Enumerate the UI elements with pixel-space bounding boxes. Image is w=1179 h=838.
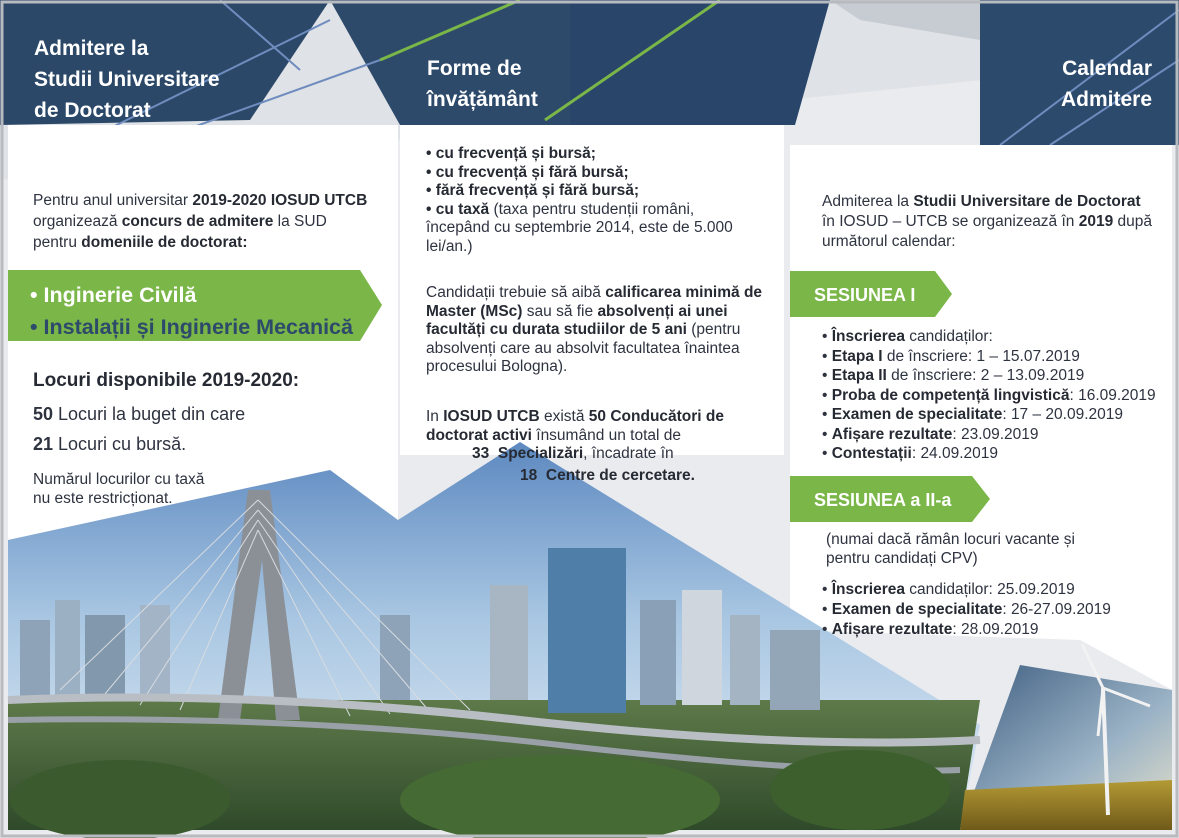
session1-item-value: : 23.09.2019: [952, 425, 1039, 443]
study-form-label: • fără frecvență și fără bursă;: [426, 182, 640, 200]
session1-item-value: de înscriere: 1 – 15.07.2019: [882, 347, 1080, 365]
right-heading-line-1: Calendar: [1062, 57, 1152, 80]
left-heading-line-2: Studii Universitare: [34, 68, 220, 91]
calendar-intro: [822, 192, 1152, 252]
session2-list: [822, 580, 1111, 640]
middle-heading-line-2: învățământ: [427, 88, 538, 111]
iosud-paragraph: [426, 408, 764, 445]
specializations-text: , încadrate în: [583, 445, 674, 462]
iosud-bold: IOSUD UTCB: [443, 408, 540, 425]
specializations-label: Specializări: [497, 445, 584, 462]
session1-item-label: Înscrierea: [831, 328, 905, 345]
session2-item-value: : 26-27.09.2019: [1002, 601, 1111, 618]
session1-item-label: Etapa II: [831, 367, 887, 384]
session1-item-value: : 16.09.2019: [1069, 386, 1156, 404]
session2-note-line: pentru candidați CPV): [826, 550, 978, 567]
session2-item-value: : 28.09.2019: [952, 621, 1039, 638]
left-heading-line-3: de Doctorat: [34, 99, 151, 122]
intro-text: Pentru anul universitar: [33, 192, 193, 209]
study-forms-list: [426, 145, 756, 257]
session2-note: [826, 530, 1075, 568]
intro-domains-bold: domeniile de doctorat:: [81, 234, 248, 251]
fee-note-line: nu este restricționat.: [33, 490, 173, 507]
session1-list: [822, 327, 1156, 464]
session1-label: SESIUNEA I: [814, 285, 916, 305]
candidates-paragraph: [426, 284, 764, 377]
intro-text: organizează: [33, 213, 122, 230]
session1-item: • Afișare rezultate: 23.09.2019: [822, 425, 1039, 443]
session1-item-label: Contestații: [831, 445, 912, 462]
candidates-text: (pentru absolvenți care au absolvit facultatea înaintea procesului Bologna).: [426, 321, 741, 376]
places-text: Locuri cu bursă.: [53, 434, 187, 454]
domain-item-installations: • Instalații și Inginerie Mecanică: [30, 315, 353, 339]
left-heading-line-1: Admitere la: [34, 37, 149, 60]
places-title: Locuri disponibile 2019-2020:: [33, 370, 300, 391]
session2-item-value: candidaților: 25.09.2019: [904, 581, 1075, 598]
session2-item: • Afișare rezultate: 28.09.2019: [822, 621, 1039, 638]
session1-item: • Examen de specialitate: 17 – 20.09.2019: [822, 406, 1123, 423]
study-form-item: [426, 145, 756, 164]
session1-item-value: : 24.09.2019: [911, 445, 999, 462]
left-intro-paragraph: [33, 190, 368, 253]
centres-label: Centre de cercetare.: [545, 467, 695, 484]
session1-item-value: de înscriere: 2 – 13.09.2019: [886, 367, 1085, 384]
iosud-text: există: [539, 408, 589, 425]
session1-item-label: Examen de specialitate: [831, 406, 1003, 423]
iosud-bold: 50 Conducători de doctorat activi: [426, 408, 725, 444]
study-form-item-fee: [426, 201, 756, 257]
right-heading-line-2: Admitere: [1060, 88, 1152, 111]
fee-text: (taxa pentru studenții români, începând cu septembrie 2014, este de 5.000 lei/an.): [426, 200, 733, 255]
centres-count: 18: [520, 467, 538, 484]
specializations-count: 33: [472, 445, 490, 462]
calendar-intro-year: 2019: [1078, 213, 1114, 230]
candidates-text: Candidații trebuie să aibă: [426, 284, 606, 301]
intro-year-bold: 2019-2020 IOSUD UTCB: [192, 192, 368, 209]
places-list: [33, 399, 245, 459]
fee-note-line: Numărul locurilor cu taxă: [33, 471, 205, 488]
study-form-item: [426, 164, 756, 183]
intro-contest-bold: concurs de admitere: [121, 213, 274, 230]
study-form-label: • cu frecvență și bursă;: [426, 145, 596, 162]
session2-item-label: Examen de specialitate: [831, 601, 1003, 618]
iosud-text: In: [426, 408, 444, 425]
session1-item: • Contestații: 24.09.2019: [822, 445, 999, 462]
calendar-intro-text: după următorul calendar:: [822, 213, 1152, 250]
places-row: [33, 399, 245, 429]
calendar-intro-text: în IOSUD – UTCB se organizează în: [822, 213, 1079, 230]
study-form-label: • cu frecvență și fără bursă;: [426, 163, 629, 181]
specializations-line: [472, 445, 674, 464]
session1-item-label: Proba de competență lingvistică: [831, 386, 1070, 404]
session1-item: • Proba de competență lingvistică: 16.09.2019: [822, 386, 1156, 404]
session1-item-label: Etapa I: [831, 347, 883, 365]
left-heading: [34, 33, 220, 126]
fee-note: [33, 470, 204, 508]
session2-item-label: Înscrierea: [831, 581, 905, 598]
candidates-bold: calificarea minimă de Master (MSc): [426, 284, 763, 320]
session2-label: SESIUNEA a II-a: [814, 490, 952, 510]
session1-item: • Etapa I de înscriere: 1 – 15.07.2019: [822, 347, 1080, 365]
places-count: 50: [33, 404, 54, 424]
session2-note-line: (numai dacă rămân locuri vacante și: [826, 531, 1075, 548]
domain-item-civil: • Inginerie Civilă: [30, 283, 197, 307]
places-count: 21: [33, 434, 54, 454]
candidates-text: sau să fie: [522, 302, 598, 320]
calendar-intro-bold: Studii Universitare de Doctorat: [913, 193, 1141, 210]
session2-item: • Examen de specialitate: 26-27.09.2019: [822, 601, 1111, 618]
places-text: Locuri la buget din care: [53, 404, 246, 424]
iosud-text: însumând un total de: [531, 426, 682, 444]
session1-item: • Etapa II de înscriere: 2 – 13.09.2019: [822, 367, 1085, 384]
session2-item: • Înscrierea candidaților: 25.09.2019: [822, 581, 1075, 598]
study-form-item: [426, 182, 756, 201]
session2-item-label: Afișare rezultate: [831, 621, 953, 638]
research-centres-line: [520, 467, 695, 486]
places-row: [33, 429, 245, 459]
intro-text: la SUD pentru: [33, 213, 327, 251]
candidates-bold: absolvenți ai unei facultăți cu durata studiilor de 5 ani: [426, 302, 728, 339]
session1-item-label: Afișare rezultate: [831, 425, 953, 443]
middle-heading: [427, 53, 538, 115]
session1-item-value: : 17 – 20.09.2019: [1002, 406, 1123, 423]
session1-item: • Înscrierea candidaților:: [822, 328, 993, 345]
right-heading: [1000, 53, 1152, 115]
middle-heading-line-1: Forme de: [427, 57, 522, 80]
session1-item-value: candidaților:: [904, 328, 993, 345]
calendar-intro-text: Admiterea la: [822, 193, 914, 210]
fee-label: • cu taxă: [426, 200, 490, 218]
